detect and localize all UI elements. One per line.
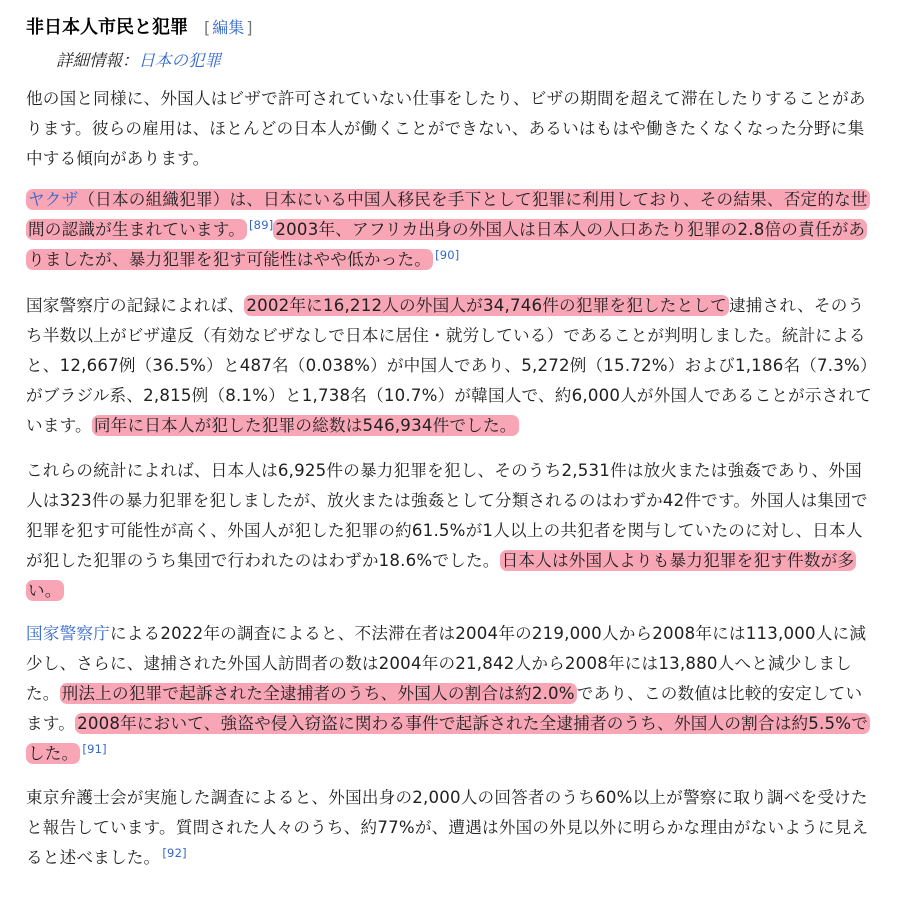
yakuza-link[interactable]: ヤクザ <box>28 190 79 209</box>
paragraph-6 <box>26 783 878 873</box>
highlight-2002-arrests: 2002年に16,212人の外国人が34,746件の犯罪を犯したとして <box>246 296 727 315</box>
paragraph-4 <box>26 456 878 606</box>
hatnote-link[interactable]: 日本の犯罪 <box>138 51 221 70</box>
highlight-violent-crime: 日本人は外国人よりも暴力犯罪を犯す件数が多い。 <box>28 551 855 600</box>
paragraph-5-text-b: であり、この数値は比較的安定しています。 <box>26 684 863 733</box>
citation-89[interactable]: [89] <box>249 217 274 232</box>
paragraph-3 <box>26 291 878 441</box>
section-title: 非日本人市民と犯罪 <box>26 17 188 38</box>
paragraph-2 <box>26 185 878 275</box>
paragraph-3-text-b: 逮捕され、そのうち半数以上がビザ違反（有効なビザなしで日本に居住・就労している）であることが判明しました。統計によると、12,667例（36.5%）と487名（0.038%）が中国人であり、5,272例（15.72%）および1,186名（7.3%）がブラジル系、2,815例（8.1%）と1,738名（10.7%）が韓国人で、約6,000人が外国人であることが示されています。 <box>26 296 877 435</box>
hatnote <box>56 47 221 71</box>
section-heading <box>26 13 253 41</box>
citation-90[interactable]: [90] <box>435 247 460 262</box>
paragraph-1 <box>26 84 878 174</box>
edit-bracket-open: [ <box>204 18 211 37</box>
highlight-japanese-total: 同年に日本人が犯した犯罪の総数は546,934件でした。 <box>93 416 517 435</box>
highlight-robbery-ratio: 2008年において、強盗や侵入窃盗に関わる事件で起訴された全逮捕者のうち、外国人の割合は約5.5%でした。 <box>28 714 869 763</box>
hatnote-prefix: 詳細情報： <box>56 51 139 70</box>
highlight-africa: 2003年、アフリカ出身の外国人は日本人の人口あたり犯罪の2.8倍の責任がありましたが、暴力犯罪を犯す可能性はやや低かった。 <box>28 220 866 269</box>
paragraph-5 <box>26 619 878 769</box>
npa-link[interactable]: 国家警察庁 <box>26 624 110 643</box>
paragraph-4-text: これらの統計によれば、日本人は6,925件の暴力犯罪を犯し、そのうち2,531件は放火または強姦であり、外国人は323件の暴力犯罪を犯しましたが、放火または強姦として分類されるのはわずか42件です。外国人は集団で犯罪を犯す可能性が高く、外国人が犯した犯罪の約61.5%が1人以上の共犯者を関与していたのに対し、日本人が犯した犯罪のうち集団で行われたのはわずか18.6%でした。 <box>26 461 868 570</box>
citation-92[interactable]: [92] <box>162 845 187 860</box>
highlight-foreigner-ratio: 刑法上の犯罪で起訴された全逮捕者のうち、外国人の割合は約2.0% <box>61 684 575 703</box>
paragraph-5-text-a: による2022年の調査によると、不法滞在者は2004年の219,000人から2008年には113,000人に減少し、さらに、逮捕された外国人訪問者の数は2004年の21,842人から2008年には13,880人へと減少しました。 <box>26 624 867 703</box>
edit-bracket-close: ] <box>246 18 253 37</box>
highlight-yakuza-text: （日本の組織犯罪）は、日本にいる中国人移民を手下として犯罪に利用しており、その結果、否定的な世間の認識が生まれています。 <box>28 190 868 239</box>
edit-link[interactable]: 編集 <box>212 18 245 37</box>
paragraph-1-text: 他の国と同様に、外国人はビザで許可されていない仕事をしたり、ビザの期間を超えて滞在したりすることがあります。彼らの雇用は、ほとんどの日本人が働くことができない、あるいはもはや働きたくなくなった分野に集中する傾向があります。 <box>26 89 866 168</box>
paragraph-6-text: 東京弁護士会が実施した調査によると、外国出身の2,000人の回答者のうち60%以上が警察に取り調べを受けたと報告しています。質問された人々のうち、約77%が、遭遇は外国の外見以外に明らかな理由がないように見えると述べました。 <box>26 788 869 867</box>
edit-section <box>204 15 253 38</box>
paragraph-3-text-a: 国家警察庁の記録によれば、 <box>26 296 245 315</box>
citation-91[interactable]: [91] <box>82 741 107 756</box>
